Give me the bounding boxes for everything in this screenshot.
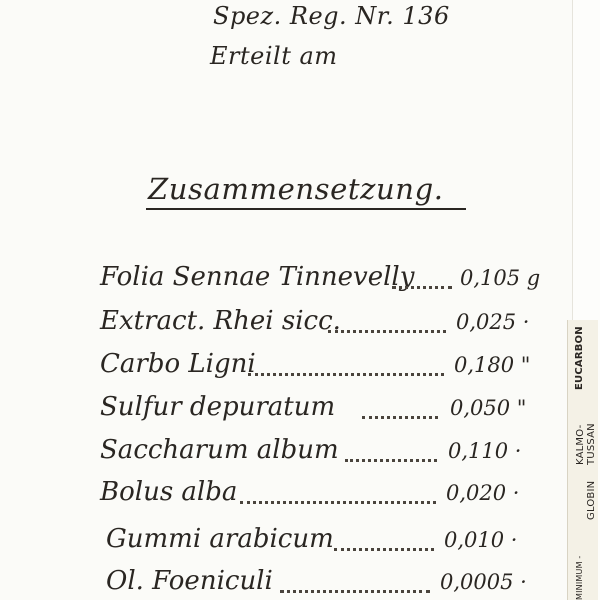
strip-text-line: GLOBIN — [586, 480, 597, 520]
strip-text-line: KALMO- — [575, 424, 586, 465]
ingredient-amount: 0,010 · — [444, 528, 518, 552]
leader-dots — [240, 499, 436, 504]
issued-on-label: Erteilt am — [210, 42, 338, 70]
leader-dots — [280, 588, 430, 593]
ingredient-row — [0, 477, 572, 517]
ingredient-name: Sulfur depuratum — [100, 392, 336, 422]
ingredient-name: Extract. Rhei sicc. — [100, 306, 341, 336]
leader-dots — [248, 371, 444, 376]
ingredient-name: Ol. Foeniculi — [106, 566, 273, 596]
ingredient-amount: 0,0005 · — [440, 570, 527, 594]
ingredient-amount: 0,110 · — [448, 439, 522, 463]
ingredient-name: Saccharum album — [100, 435, 339, 465]
ingredient-amount: 0,105 g — [460, 266, 541, 290]
ingredient-row — [0, 524, 572, 564]
ingredient-row — [0, 435, 572, 475]
ingredient-row — [0, 306, 572, 346]
ingredient-row — [0, 392, 572, 432]
ingredient-row — [0, 349, 572, 389]
registration-number: Spez. Reg. Nr. 136 — [213, 2, 450, 30]
ingredient-row — [0, 566, 572, 600]
ingredient-amount: 0,025 · — [456, 310, 530, 334]
title-underline — [146, 208, 466, 210]
leader-dots — [392, 284, 452, 289]
ingredient-amount: 0,050 " — [450, 396, 527, 420]
composition-title: Zusammensetzung. — [148, 172, 444, 206]
ingredient-name: Gummi arabicum — [106, 524, 334, 554]
ingredient-amount: 0,020 · — [446, 481, 520, 505]
leader-dots — [334, 546, 434, 551]
leader-dots — [345, 457, 437, 462]
ingredient-name: Carbo Ligni — [100, 349, 256, 379]
ingredient-name: Folia Sennae Tinnevelly — [100, 262, 415, 292]
ingredient-amount: 0,180 " — [454, 353, 531, 377]
strip-text-line: TUSSAN — [586, 423, 597, 465]
leader-dots — [362, 414, 438, 419]
ingredient-name: Bolus alba — [100, 477, 238, 507]
strip-text-line: MINIMUM - — [575, 555, 584, 600]
ingredient-row — [0, 262, 572, 302]
leader-dots — [328, 328, 446, 333]
strip-brand-text: EUCARBON — [574, 326, 585, 390]
